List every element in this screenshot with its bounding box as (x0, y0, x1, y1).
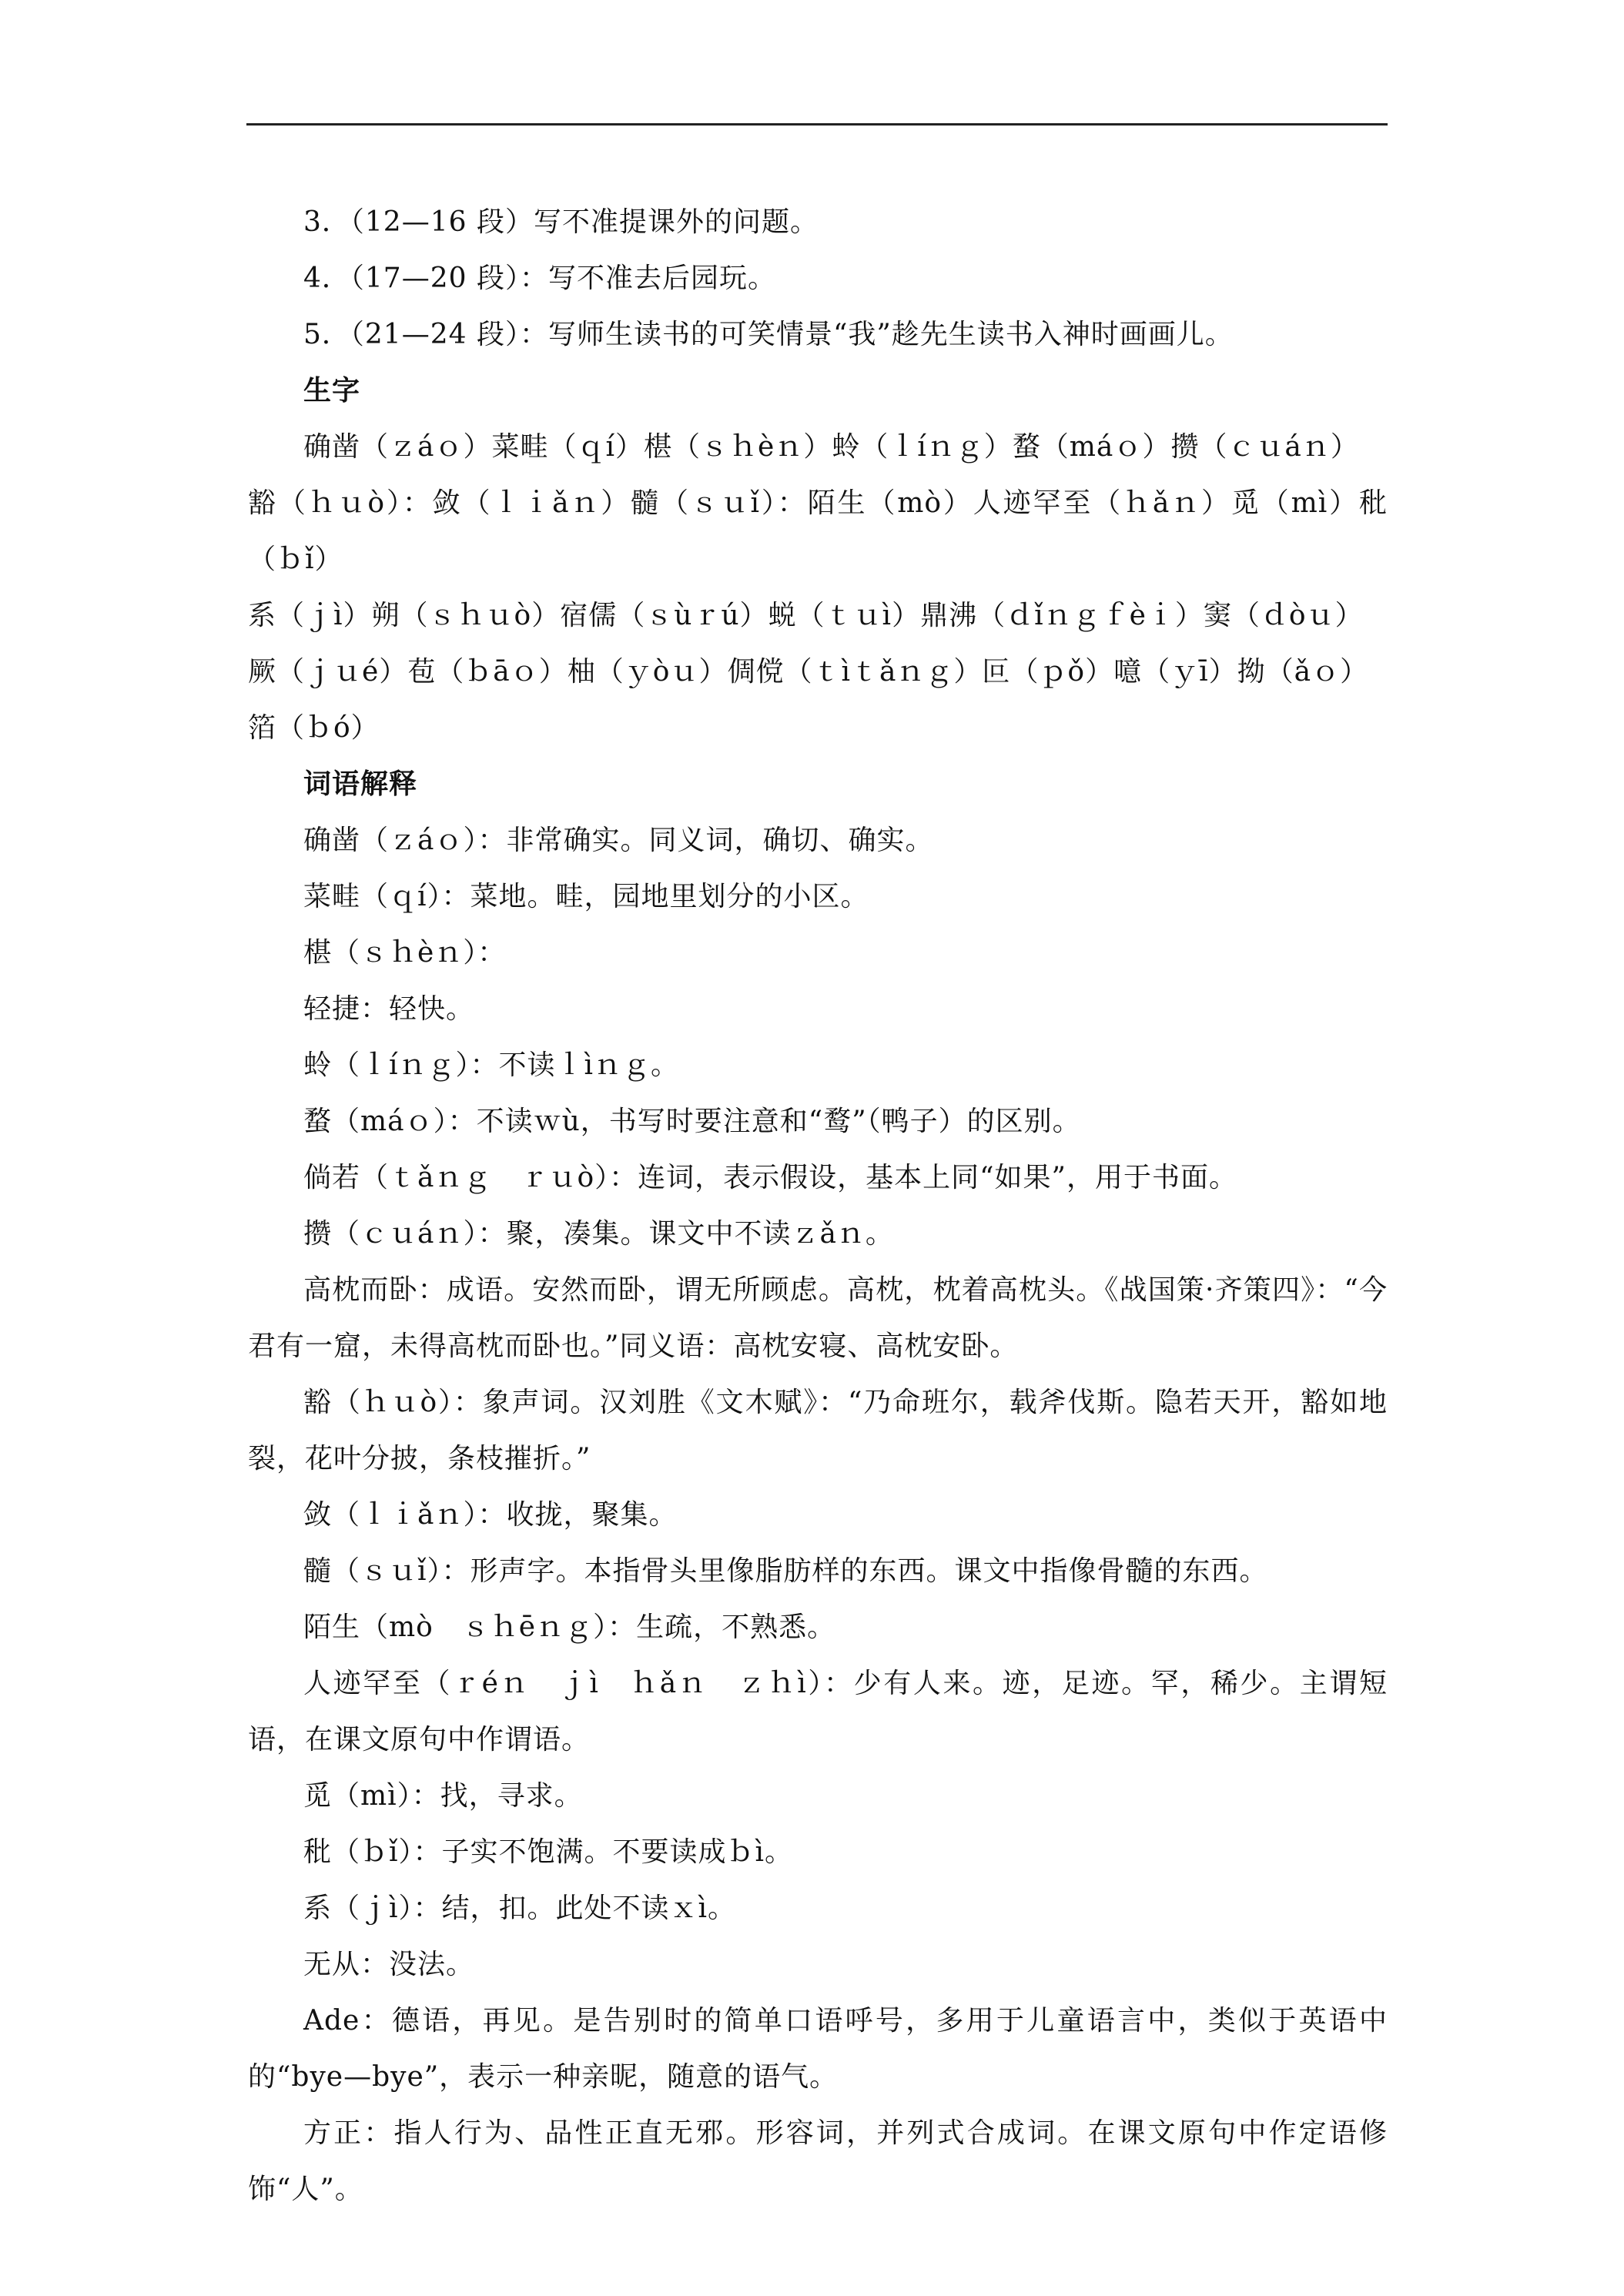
ciyu-entry: 方正：指人行为、品性正直无邪。形容词，并列式合成词。在课文原句中作定语修饰“人”。 (248, 2117, 1388, 2205)
shengzi-line: 厥（ｊｕé）苞（ｂāｏ）柚（ｙòｕ）倜傥（ｔìｔǎｎｇ）叵（ｐǒ）噫（ｙī）拗（ǎｏ） (248, 656, 1369, 688)
ciyu-entry: 蝥（máｏ）：不读ｗù，书写时要注意和“鹜”（鸭子）的区别。 (303, 1106, 1081, 1137)
shengzi-line: 箔（ｂó） (248, 712, 380, 744)
outline-item: 4．（17—20 段）：写不准去后园玩。 (303, 263, 776, 294)
outline-item: 3．（12—16 段）写不准提课外的问题。 (303, 206, 819, 238)
outline-item: 5．（21—24 段）：写师生读书的可笑情景“我”趁先生读书入神时画画儿。 (303, 319, 1234, 350)
section-heading-shengzi: 生字 (303, 375, 361, 407)
ciyu-entry: Ade：德语，再见。是告别时的简单口语呼号，多用于儿童语言中，类似于英语中的“bye—bye”，表示一种亲昵，随意的语气。 (248, 2005, 1388, 2093)
ciyu-entry: 敛（ｌｉǎｎ）：收拢，聚集。 (303, 1499, 678, 1531)
shengzi-line: 确凿（ｚáｏ）菜畦（ｑí）椹（ｓｈèｎ）蛉（ｌíｎｇ）蝥（máｏ）攒（ｃｕáｎ） (303, 431, 1359, 463)
ciyu-entry: 秕（ｂǐ）：子实不饱满。不要读成ｂì。 (303, 1836, 794, 1868)
header-rule (246, 123, 1388, 126)
ciyu-entry: 椹（ｓｈèｎ）： (303, 937, 507, 969)
ciyu-entry: 系（ｊì）：结，扣。此处不读ｘì。 (303, 1893, 737, 1924)
ciyu-entry: 豁（ｈｕò）：象声词。汉刘胜《文木赋》：“乃命班尔，载斧伐斯。隐若天开，豁如地裂，花叶分披，条枝摧折。” (248, 1387, 1388, 1474)
ciyu-entry: 蛉（ｌíｎｇ）：不读ｌìｎｇ。 (303, 1049, 680, 1081)
ciyu-entry: 菜畦（ｑí）：菜地。畦，园地里划分的小区。 (303, 881, 869, 912)
shengzi-line: 豁（ｈｕò）：敛（ｌｉǎｎ）髓（ｓｕǐ）：陌生（mò）人迹罕至（ｈǎｎ）觅（mì）秕（ｂǐ） (248, 487, 1388, 575)
ciyu-entry: 倘若（ｔǎｎｇ ｒｕò）：连词，表示假设，基本上同“如果”，用于书面。 (303, 1162, 1237, 1193)
page-content (248, 194, 1388, 2217)
ciyu-entry: 确凿（ｚáｏ）：非常确实。同义词，确切、确实。 (303, 825, 934, 856)
shengzi-line: 系（ｊì）朔（ｓｈｕò）宿儒（ｓùｒú）蜕（ｔｕì）鼎沸（ｄǐｎｇｆèｉ）窦（ｄòｕ） (248, 600, 1364, 631)
ciyu-entry: 高枕而卧：成语。安然而卧，谓无所顾虑。高枕，枕着高枕头。《战国策·齐策四》：“今君有一窟，未得高枕而卧也。”同义语：高枕安寝、高枕安卧。 (248, 1274, 1388, 1362)
ciyu-entry: 无从：没法。 (303, 1949, 475, 1980)
ciyu-entry: 人迹罕至（ｒéｎ ｊì ｈǎｎ ｚｈì）：少有人来。迹，足迹。罕，稀少。主谓短语，在课文原句中作谓语。 (248, 1668, 1388, 1755)
ciyu-entry: 觅（mì）：找，寻求。 (303, 1780, 583, 1812)
ciyu-entry: 攒（ｃｕáｎ）：聚，凑集。课文中不读ｚǎｎ。 (303, 1218, 894, 1250)
ciyu-entry: 髓（ｓｕǐ）：形声字。本指骨头里像脂肪样的东西。课文中指像骨髓的东西。 (303, 1555, 1268, 1587)
ciyu-entry: 陌生（mò ｓｈēｎｇ）：生疏，不熟悉。 (303, 1612, 836, 1643)
ciyu-entry: 轻捷：轻快。 (303, 993, 475, 1025)
section-heading-ciyu: 词语解释 (303, 768, 418, 800)
